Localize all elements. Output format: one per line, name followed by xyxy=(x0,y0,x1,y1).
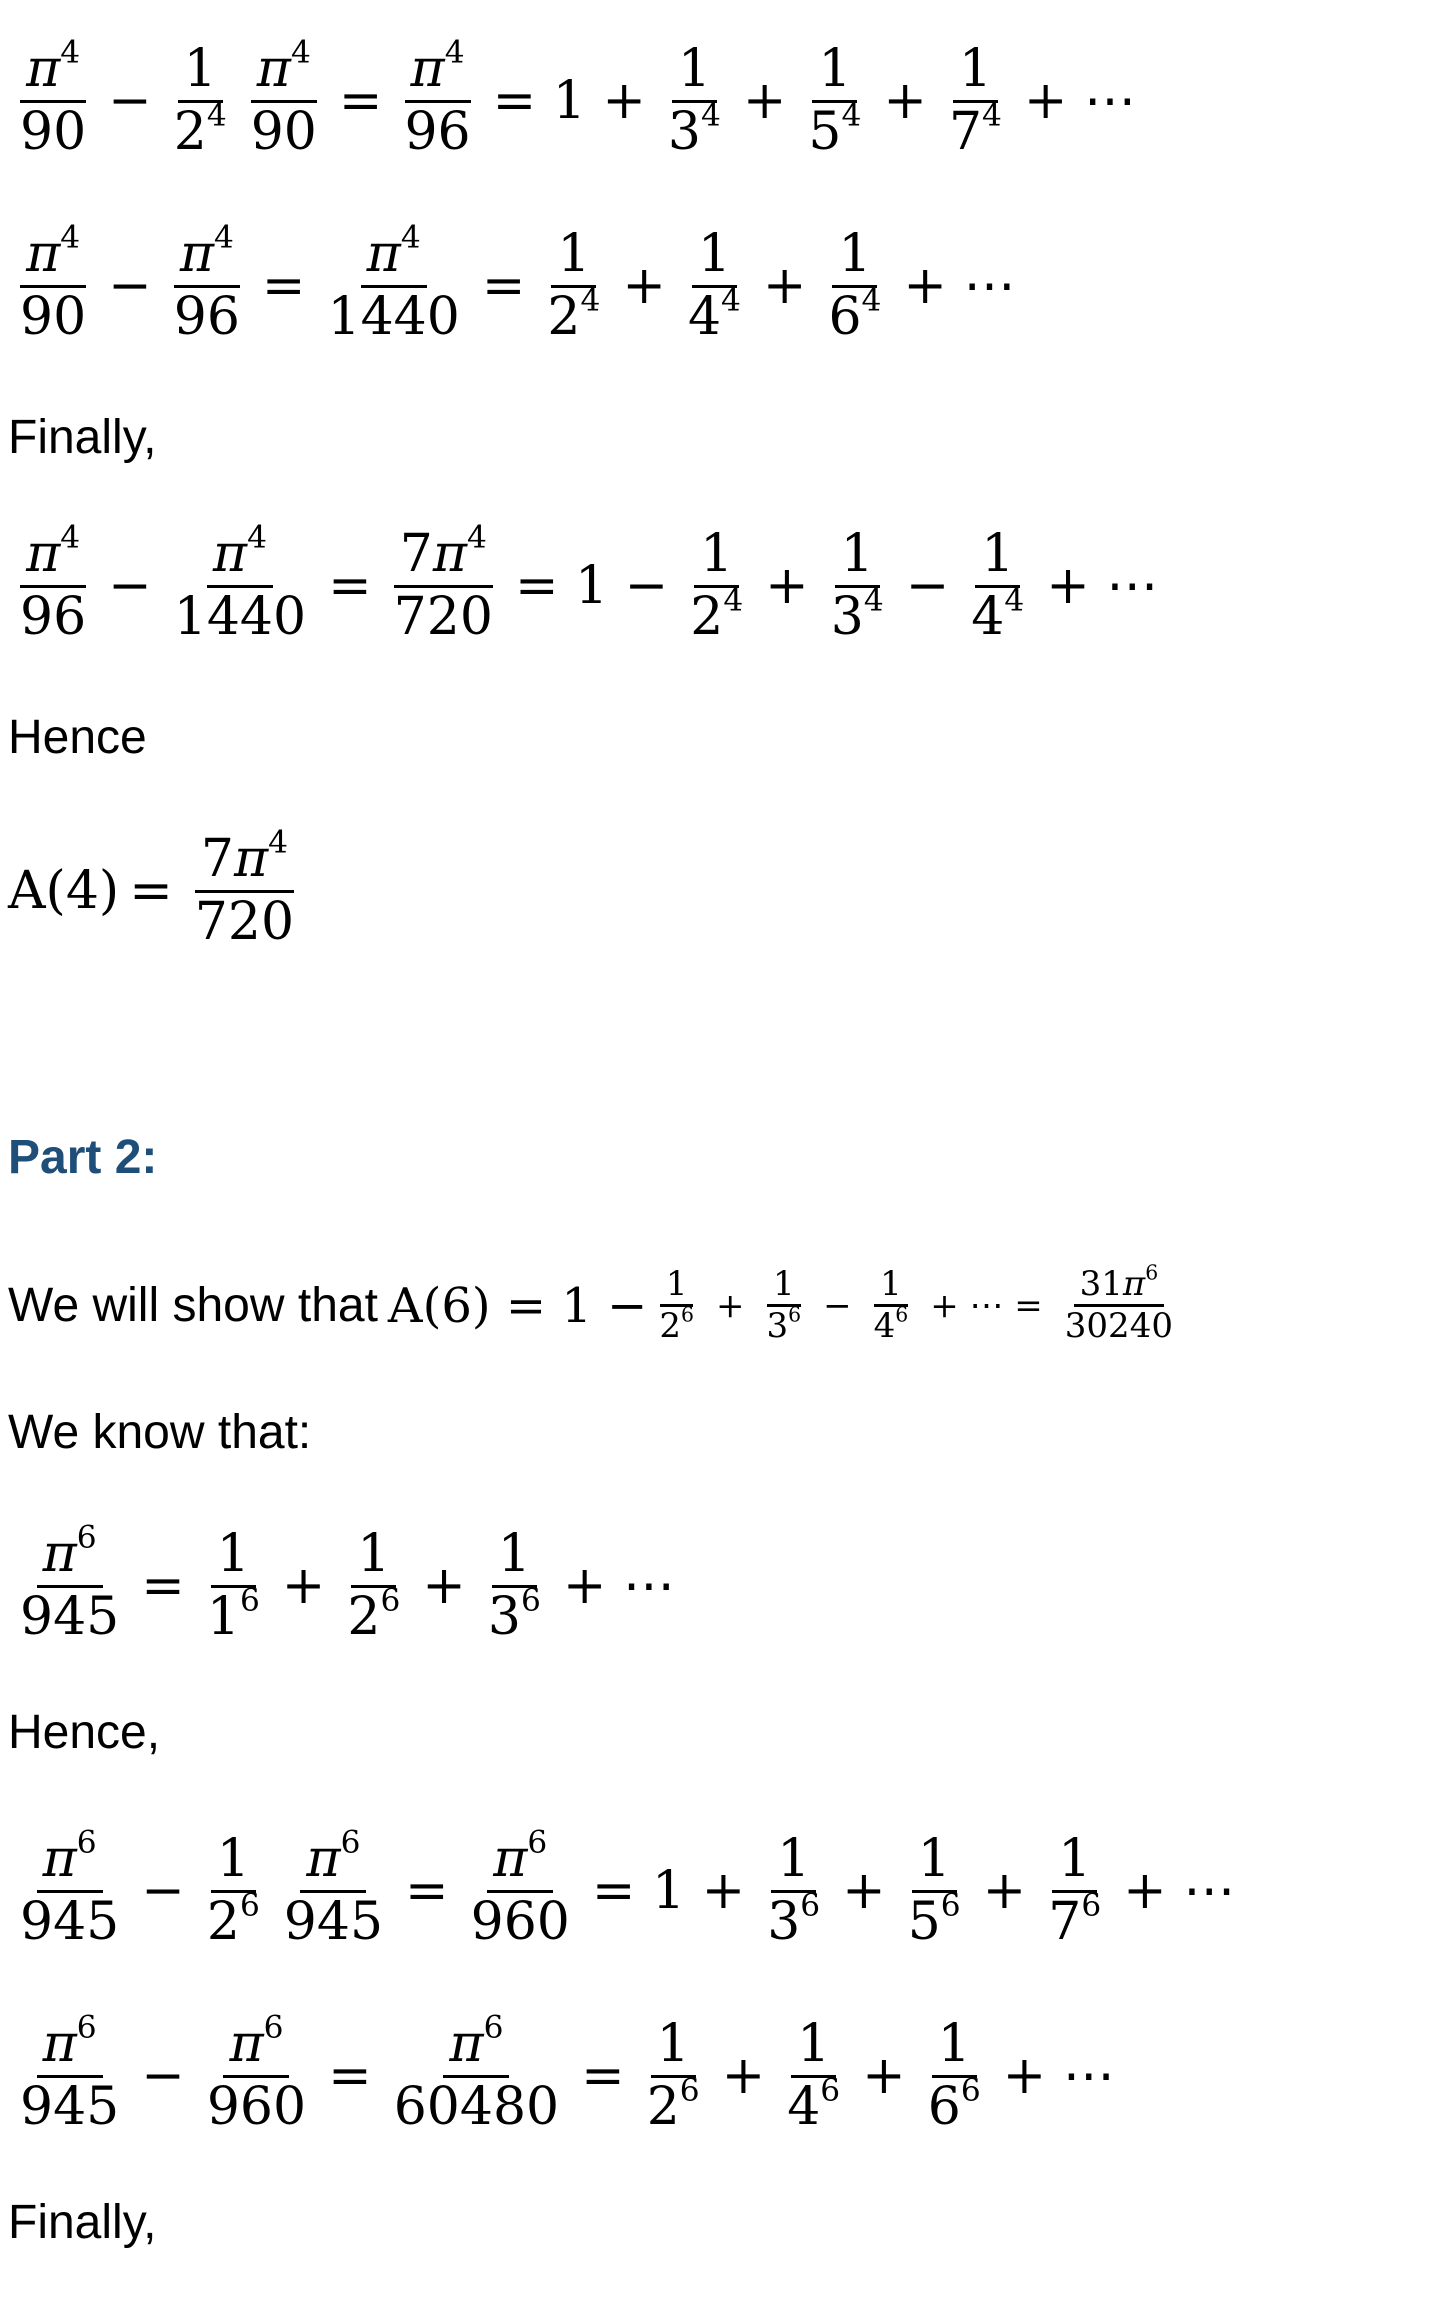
hence-text-2: Hence, xyxy=(8,1706,161,1759)
hence-text-1: Hence xyxy=(8,711,147,764)
statement-equation: A(6) = 1 − $\frac{1}{2^6}$ + $\frac{1}{3^6}$ − $\frac{1}{4^6}$ + ⋯ = $\frac{31\pi^6}{30240}$ xyxy=(387,1260,1173,1347)
finally-text-2: Finally, xyxy=(8,2196,157,2249)
equation-1: $\frac{\pi^4}{90}$ − $\frac{1}{2^4}$ $\frac{\pi^4}{90}$ = $\frac{\pi^4}{96}$ = 1 + $\frac{1}{3^4}$ + $\frac{1}{5^4}$ + $\frac{1}{7^4}$ + ⋯ xyxy=(20,34,1136,162)
we-know-text: We know that: xyxy=(8,1406,312,1459)
equation-5: $\frac{\pi^6}{945}$ = $\frac{1}{1^6}$ + $\frac{1}{2^6}$ + $\frac{1}{3^6}$ + ⋯ xyxy=(20,1519,675,1647)
statement-text: We will show that xyxy=(8,1278,378,1332)
equation-2: $\frac{\pi^4}{90}$ − $\frac{\pi^4}{96}$ = $\frac{\pi^4}{1440}$ = $\frac{1}{2^4}$ + $\frac{1}{4^4}$ + $\frac{1}{6^4}$ + ⋯ xyxy=(20,219,1016,347)
equation-7: $\frac{\pi^6}{945}$ − $\frac{\pi^6}{960}$ = $\frac{\pi^6}{60480}$ = $\frac{1}{2^6}$ + $\frac{1}{4^6}$ + $\frac{1}{6^6}$ + ⋯ xyxy=(20,2009,1115,2137)
equation-a4: A(4) = $\frac{7\pi^4}{720}$ xyxy=(8,824,295,952)
finally-text-1: Finally, xyxy=(8,411,157,464)
part-2-heading: Part 2: xyxy=(8,1131,158,1184)
equation-6: $\frac{\pi^6}{945}$ − $\frac{1}{2^6}$ $\frac{\pi^6}{945}$ = $\frac{\pi^6}{960}$ = 1 + $\frac{1}{3^6}$ + $\frac{1}{5^6}$ + $\frac{1}{7^6}$ + ⋯ xyxy=(20,1824,1236,1952)
equation-3: $\frac{\pi^4}{96}$ − $\frac{\pi^4}{1440}$ = $\frac{7\pi^4}{720}$ = 1 − $\frac{1}{2^4}$ + $\frac{1}{3^4}$ − $\frac{1}{4^4}$ + ⋯ xyxy=(20,519,1159,647)
statement-line xyxy=(0,1260,1456,1347)
